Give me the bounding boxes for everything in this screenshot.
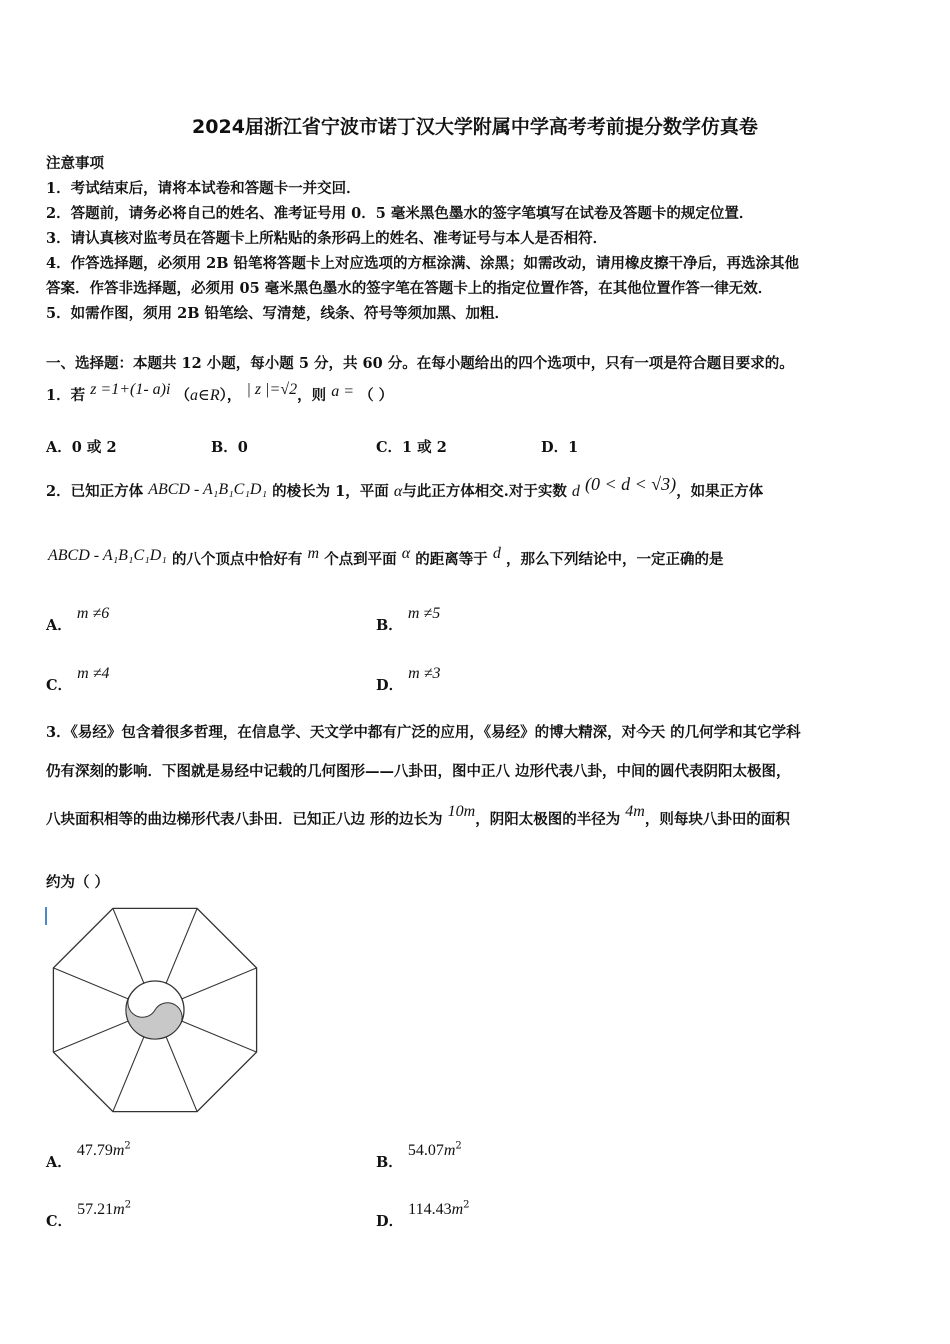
question-2-line-2	[48, 545, 724, 569]
option-unit: m	[443, 1142, 456, 1159]
q1-option-d[interactable]	[541, 436, 578, 457]
radial-divider	[166, 908, 197, 983]
option-letter: C．	[46, 677, 73, 694]
q2-option-c[interactable]	[46, 662, 110, 694]
notice-item-3: 3．请认真核对监考员在答题卡上所粘贴的条形码上的姓名、准考证号与本人是否相符．	[46, 230, 608, 247]
q3-option-d[interactable]	[376, 1198, 470, 1230]
q3-text: 八块面积相等的曲边梯形代表八卦田．已知正八边 形的边长为	[46, 811, 443, 828]
q2-formula-cube: ABCD - A₁B₁C₁D₁	[48, 547, 167, 564]
q2-option-a[interactable]	[46, 602, 110, 634]
option-value: 1 或 2	[402, 439, 447, 456]
q1-text: （	[175, 387, 191, 404]
option-unit: m	[112, 1142, 125, 1159]
notice-item-2: 2．答题前，请务必将自己的姓名、准考证号用 0．5 毫米黑色墨水的签字笔填写在试卷及答题卡的规定位置．	[46, 205, 754, 222]
radial-divider	[53, 968, 128, 999]
option-value: 0	[237, 439, 248, 456]
q1-formula-a: a∈R	[190, 387, 220, 404]
q2-formula-cube: ABCD - A₁B₁C₁D₁	[148, 481, 268, 498]
option-value: m ≠5	[407, 605, 441, 622]
option-value: 1	[568, 439, 579, 456]
option-value: 54.07	[407, 1142, 444, 1159]
option-letter: A．	[46, 1154, 72, 1171]
q2-formula-d: d	[571, 483, 580, 500]
question-2-line-1	[46, 474, 764, 501]
q3-option-c[interactable]	[46, 1198, 132, 1230]
notice-item-4: 4．作答选择题，必须用 2B 铅笔将答题卡上对应选项的方框涂满、涂黑；如需改动，请用橡皮擦干净后，再选涂其他	[46, 255, 800, 272]
q1-text: ），	[219, 387, 242, 404]
question-3-line-3	[46, 803, 790, 829]
notice-item-4-cont: 答案．作答非选择题，必须用 05 毫米黑色墨水的签字笔在答题卡上的指定位置作答，在其他位置作答一律无效．	[46, 280, 773, 297]
radial-divider	[182, 968, 257, 999]
option-letter: B．	[376, 617, 403, 634]
q2-text: 2．已知正方体	[46, 483, 144, 500]
radial-divider	[113, 908, 144, 983]
option-value: m ≠6	[76, 605, 110, 622]
taiji-icon	[115, 981, 187, 1050]
q1-formula-z: z =1+(1- a)i	[90, 381, 171, 398]
q2-option-d[interactable]	[376, 662, 441, 694]
q2-text: ，如果正方体	[676, 483, 764, 500]
q1-option-a[interactable]	[46, 436, 117, 457]
q3-formula-side: 10m	[447, 803, 476, 820]
option-sup: 2	[124, 1140, 131, 1152]
q2-text: ，那么下列结论中，一定正确的是	[505, 551, 724, 568]
section-heading: 一、选择题：本题共 12 小题，每小题 5 分，共 60 分。在每小题给出的四个选项中，只有一项是符合题目要求的。	[46, 355, 794, 372]
option-value: 47.79	[76, 1142, 113, 1159]
q2-formula-d: d	[492, 545, 501, 562]
radial-divider	[166, 1037, 197, 1112]
q2-formula-range: (0 < d < √3)	[585, 474, 677, 494]
q3-option-a[interactable]	[46, 1139, 131, 1171]
q2-text: 的距离等于	[415, 551, 488, 568]
radial-divider	[113, 1037, 144, 1112]
bagua-figure	[44, 905, 266, 1120]
option-value: m ≠3	[408, 665, 441, 682]
option-letter: D．	[376, 1213, 404, 1230]
option-letter: B．	[211, 439, 238, 456]
option-letter: C．	[46, 1213, 73, 1230]
q2-text: 个点到平面	[324, 551, 397, 568]
q2-text: 的棱长为 1，平面	[272, 483, 389, 500]
question-1	[46, 381, 394, 405]
option-unit: m	[451, 1201, 464, 1218]
option-value: 114.43	[408, 1201, 452, 1218]
q3-text: ，则每块八卦田的面积	[644, 811, 790, 828]
q1-option-c[interactable]	[376, 436, 447, 457]
option-letter: A．	[46, 617, 72, 634]
notice-item-1: 1．考试结束后，请将本试卷和答题卡一并交回．	[46, 180, 361, 197]
option-letter: D．	[541, 439, 569, 456]
option-value: m ≠4	[77, 665, 110, 682]
option-sup: 2	[463, 1199, 470, 1211]
q2-text: 与此正方体相交.对于实数	[402, 483, 567, 500]
option-letter: D．	[376, 677, 404, 694]
q2-formula-alpha: α	[401, 545, 411, 562]
q3-formula-radius: 4m	[625, 803, 645, 820]
radial-divider	[53, 1021, 128, 1052]
notice-heading: 注意事项	[46, 155, 104, 172]
option-value: 57.21	[77, 1201, 114, 1218]
question-3-line-1: 3．《易经》包含着很多哲理，在信息学、天文学中都有广泛的应用，《易经》的博大精深，对今天 的几何学和其它学科	[46, 724, 801, 741]
q1-formula-modulus: | z |=√2	[246, 381, 298, 398]
option-letter: B．	[376, 1154, 403, 1171]
q2-option-b[interactable]	[376, 602, 441, 634]
q1-text: （ ）	[359, 387, 394, 404]
option-sup: 2	[124, 1199, 132, 1211]
q1-text: 1．若	[46, 387, 86, 404]
option-letter: C．	[376, 439, 403, 456]
question-3-line-4: 约为（ ）	[46, 874, 110, 891]
q2-formula-alpha: α	[393, 483, 403, 500]
q1-text: ，则	[297, 387, 327, 404]
option-letter: A．	[46, 439, 72, 456]
q2-text: 的八个顶点中恰好有	[171, 551, 303, 568]
option-sup: 2	[455, 1140, 462, 1152]
q1-option-b[interactable]	[211, 436, 248, 457]
option-value: 0 或 2	[71, 439, 117, 456]
q3-option-b[interactable]	[376, 1139, 462, 1171]
option-unit: m	[113, 1201, 125, 1218]
question-3-line-2: 仍有深刻的影响．下图就是易经中记载的几何图形——八卦田，图中正八 边形代表八卦，中间的圆代表阴阳太极图，	[46, 763, 791, 780]
radial-divider	[182, 1021, 257, 1052]
q1-formula-a-eq: a =	[331, 383, 354, 400]
notice-item-5: 5．如需作图，须用 2B 铅笔绘、写清楚，线条、符号等须加黑、加粗．	[46, 305, 510, 322]
q3-text: ，阴阳太极图的半径为	[475, 811, 621, 828]
page-title: 2024届浙江省宁波市诺丁汉大学附属中学高考考前提分数学仿真卷	[192, 116, 758, 138]
q2-formula-m: m	[307, 545, 320, 562]
